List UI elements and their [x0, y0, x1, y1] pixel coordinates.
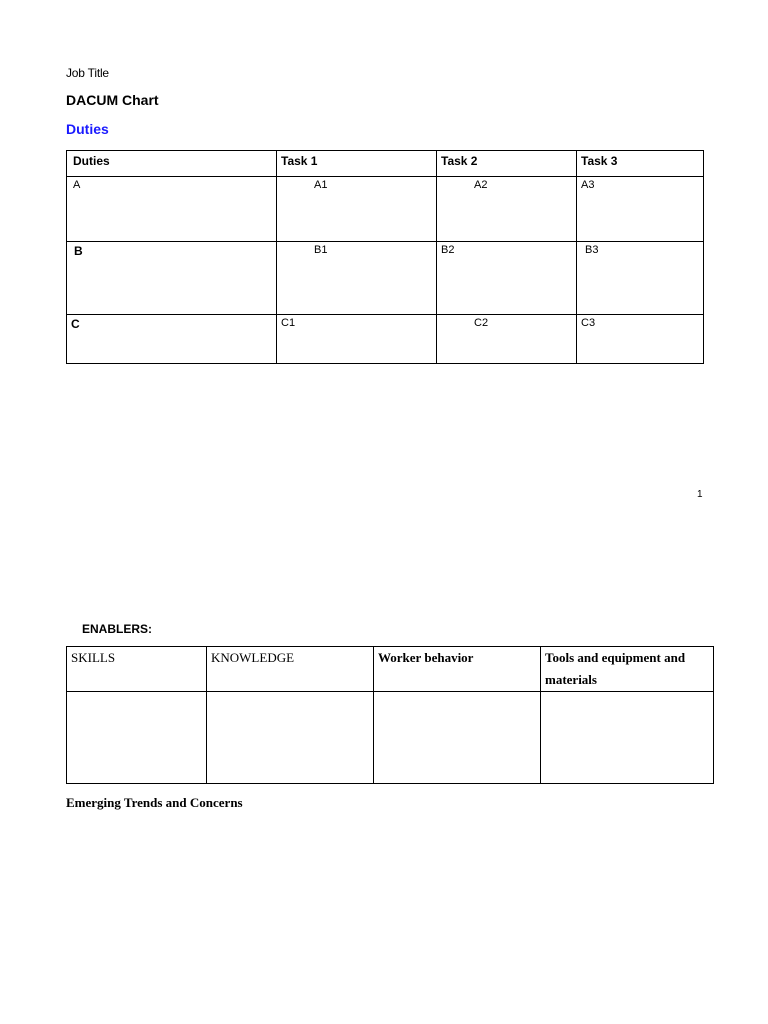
- worker-behavior-cell: [374, 692, 541, 784]
- table-row: [67, 315, 704, 364]
- enablers-table: [66, 646, 714, 784]
- skills-cell: [67, 692, 207, 784]
- column-header-task-3: Task 3: [577, 151, 704, 177]
- column-header-knowledge: KNOWLEDGE: [207, 647, 374, 692]
- task-cell: C1: [277, 315, 437, 364]
- task-cell: A3: [577, 177, 704, 242]
- table-row: [67, 177, 704, 242]
- task-cell: C3: [577, 315, 704, 364]
- page-number: 1: [697, 489, 703, 500]
- chart-title: DACUM Chart: [66, 92, 159, 108]
- table-row: [67, 692, 714, 784]
- column-header-tools-equipment: Tools and equipment and materials: [541, 647, 714, 692]
- column-header-duties: Duties: [67, 151, 277, 177]
- column-header-skills: SKILLS: [67, 647, 207, 692]
- column-header-task-2: Task 2: [437, 151, 577, 177]
- knowledge-cell: [207, 692, 374, 784]
- emerging-trends-heading: Emerging Trends and Concerns: [66, 795, 243, 810]
- task-cell: A1: [277, 177, 437, 242]
- task-cell: A2: [437, 177, 577, 242]
- task-cell: B3: [577, 242, 704, 315]
- duty-cell: A: [67, 177, 277, 242]
- duties-table-header-row: [67, 151, 704, 177]
- task-cell: B1: [277, 242, 437, 315]
- duties-table: [66, 150, 704, 364]
- task-cell: B2: [437, 242, 577, 315]
- tools-cell: [541, 692, 714, 784]
- column-header-task-1: Task 1: [277, 151, 437, 177]
- duty-cell: B: [67, 242, 277, 315]
- enablers-header-row: [67, 647, 714, 692]
- duty-cell: C: [67, 315, 277, 364]
- task-cell: C2: [437, 315, 577, 364]
- job-title-label: Job Title: [66, 66, 109, 80]
- duties-heading: Duties: [66, 121, 109, 137]
- enablers-label: ENABLERS:: [82, 622, 153, 636]
- column-header-worker-behavior: Worker behavior: [374, 647, 541, 692]
- table-row: [67, 242, 704, 315]
